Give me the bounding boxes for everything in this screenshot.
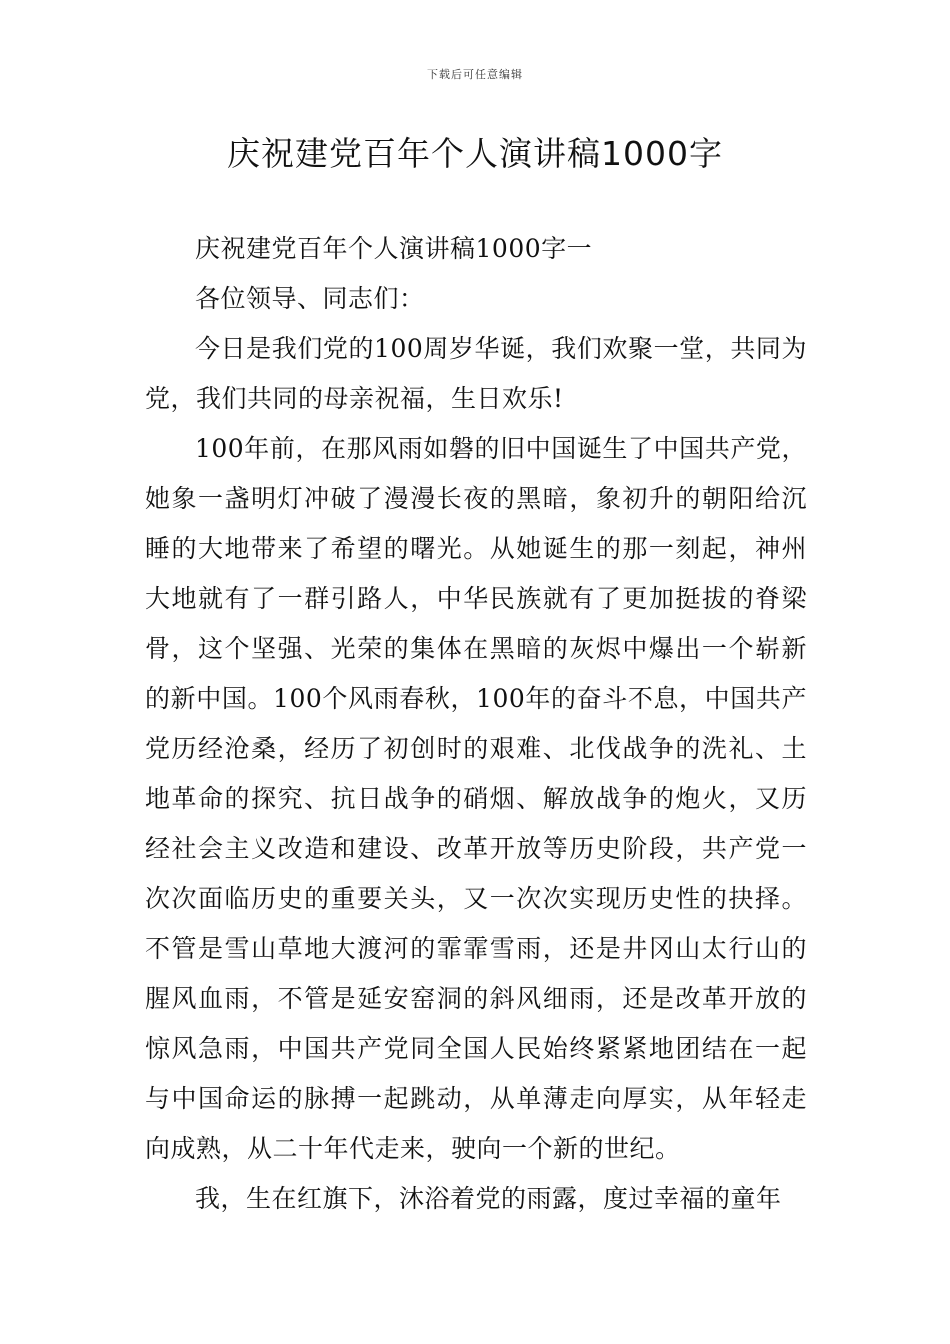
body-paragraph: 我，生在红旗下，沐浴着党的雨露，度过幸福的童年	[195, 1184, 782, 1213]
subtitle-paragraph: 庆祝建党百年个人演讲稿1000字一	[195, 234, 593, 263]
document-body	[145, 224, 807, 1224]
document-title: 庆祝建党百年个人演讲稿1000字	[227, 134, 723, 173]
salutation-paragraph: 各位领导、同志们：	[195, 284, 425, 313]
body-paragraph: 100年前，在那风雨如磐的旧中国诞生了中国共产党，她象一盏明灯冲破了漫漫长夜的黑暗，象初升的朝阳给沉睡的大地带来了希望的曙光。从她诞生的那一刻起，神州大地就有了一群引路人，中华民族就有了更加挺拔的脊梁骨，这个坚强、光荣的集体在黑暗的灰烬中爆出一个崭新的新中国。100个风雨春秋，100年的奋斗不息，中国共产党历经沧桑，经历了初创时的艰难、北伐战争的洗礼、土地革命的探究、抗日战争的硝烟、解放战争的炮火，又历经社会主义改造和建设、改革开放等历史阶段，共产党一次次面临历史的重要关头，又一次次实现历史性的抉择。不管是雪山草地大渡河的霏霏雪雨，还是井冈山太行山的腥风血雨，不管是延安窑洞的斜风细雨，还是改革开放的惊风急雨，中国共产党同全国人民始终紧紧地团结在一起与中国命运的脉搏一起跳动，从单薄走向厚实，从年轻走向成熟，从二十年代走来，驶向一个新的世纪。	[145, 434, 807, 1163]
body-paragraph: 今日是我们党的100周岁华诞，我们欢聚一堂，共同为党，我们共同的母亲祝福，生日欢乐!	[145, 334, 807, 413]
header-note: 下载后可任意编辑	[427, 68, 523, 81]
